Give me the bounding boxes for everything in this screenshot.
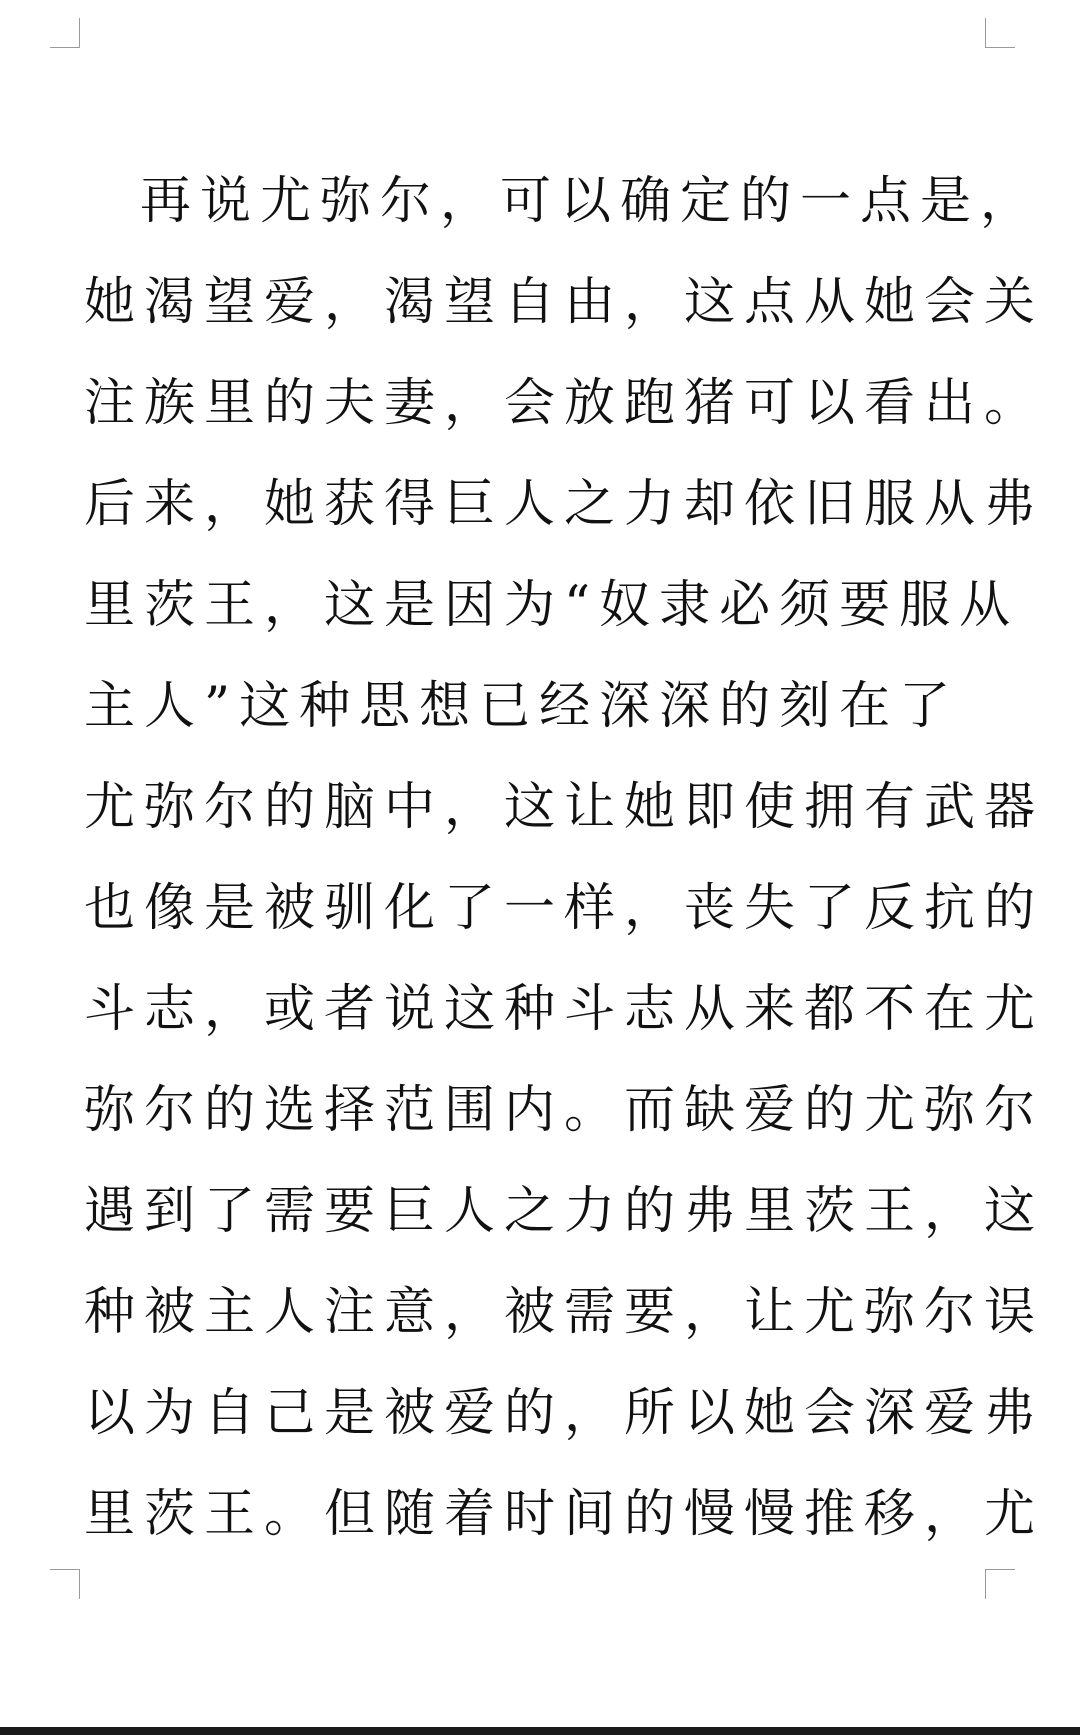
text-line: 遇到了需要巨人之力的弗里茨王，这 (84, 1182, 1045, 1241)
crop-mark-bottom-left (50, 1569, 80, 1599)
text-line: 主人”这种思想已经深深的刻在了 (84, 677, 960, 736)
body-paragraph (84, 168, 1045, 1582)
text-line: 也像是被驯化了一样，丧失了反抗的 (84, 879, 1045, 938)
text-line: 后来，她获得巨人之力却依旧服从弗 (84, 475, 1045, 534)
crop-mark-top-left (50, 18, 80, 48)
text-line: 种被主人注意，被需要，让尤弥尔误 (84, 1283, 1045, 1342)
text-line: 里茨王。但随着时间的慢慢推移，尤 (84, 1485, 1045, 1544)
text-line: 弥尔的选择范围内。而缺爱的尤弥尔 (84, 1081, 1045, 1140)
bottom-edge-bar (0, 1727, 1080, 1735)
text-line: 里茨王，这是因为“奴隶必须要服从 (84, 576, 1020, 635)
text-line: 她渴望爱，渴望自由，这点从她会关 (84, 273, 1045, 332)
crop-mark-bottom-right (985, 1569, 1015, 1599)
text-line: 以为自己是被爱的，所以她会深爱弗 (84, 1384, 1045, 1443)
crop-mark-top-right (985, 18, 1015, 48)
text-line: 斗志，或者说这种斗志从来都不在尤 (84, 980, 1045, 1039)
text-line: 注族里的夫妻，会放跑猪可以看出。 (84, 374, 1045, 433)
text-line: 再说尤弥尔，可以确定的一点是， (140, 172, 1041, 231)
text-line: 尤弥尔的脑中，这让她即使拥有武器 (84, 778, 1045, 837)
